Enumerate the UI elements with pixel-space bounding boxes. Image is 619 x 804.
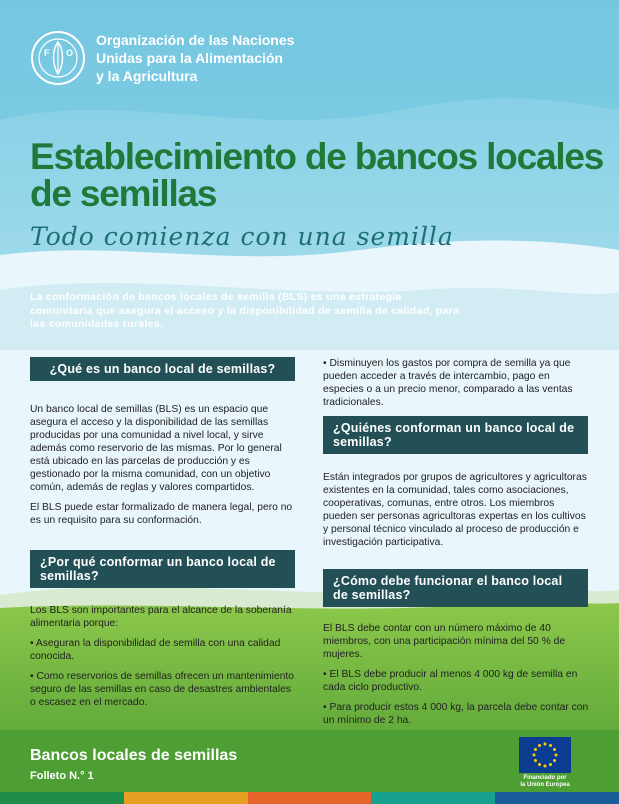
org-header: [30, 30, 294, 86]
eu-star-icon: [553, 759, 556, 762]
page-title-line-2: de semillas: [30, 173, 217, 214]
eu-star-icon: [549, 763, 552, 766]
how-bullet-1: • El BLS debe producir al menos 4 000 kg de semilla en cada ciclo productivo.: [323, 669, 578, 693]
eu-star-icon: [544, 765, 547, 768]
intro-text: La conformación de bancos locales de semilla (BLS) es una estrategia comunitaria que asegura el acceso y la disponibilidad de semilla de calidad, para las comunidades rurales.: [30, 291, 460, 330]
eu-flag-icon: [519, 737, 571, 773]
how-paragraph-1: El BLS debe contar con un número máximo de 40 miembros, con una participación mínima del 50 % de mujeres.: [323, 623, 566, 660]
org-name-line-3: y la Agricultura: [96, 68, 198, 84]
section-body-why-continued: [323, 357, 591, 416]
stripe-3: [248, 792, 372, 804]
page-subtitle: Todo comienza con una semilla: [30, 222, 454, 251]
eu-star-icon: [538, 763, 541, 766]
eu-star-icon: [534, 759, 537, 762]
section-heading-why: ¿Por qué conformar un banco local de semillas?: [30, 550, 295, 588]
section-heading-how: ¿Cómo debe funcionar el banco local de semillas?: [323, 569, 588, 607]
eu-star-icon: [538, 744, 541, 747]
eu-star-icon: [553, 748, 556, 751]
why-bullet-1: • Aseguran la disponibilidad de semilla con una calidad conocida.: [30, 638, 281, 662]
page-title: [30, 138, 603, 212]
stripe-4: [371, 792, 495, 804]
eu-funding-badge: [519, 737, 571, 789]
eu-text-line-2: la Unión Europea: [520, 782, 570, 788]
org-name-line-2: Unidas para la Alimentación: [96, 50, 283, 66]
why-paragraph-1: Los BLS son importantes para el alcance de la soberanía alimentaria porque:: [30, 605, 292, 629]
fao-logo-icon: [30, 30, 86, 86]
page-title-line-1: Establecimiento de bancos locales: [30, 136, 604, 177]
how-bullet-2: • Para producir estos 4 000 kg, la parcela debe contar con un mínimo de 2 ha.: [323, 702, 589, 726]
stripe-2: [124, 792, 248, 804]
org-name-line-1: Organización de las Naciones: [96, 32, 295, 48]
footer-title: Bancos locales de semillas: [30, 747, 238, 764]
eu-star-icon: [544, 743, 547, 746]
eu-star-icon: [533, 754, 536, 757]
eu-star-icon: [549, 744, 552, 747]
eu-star-icon: [555, 754, 558, 757]
color-stripes: [0, 792, 619, 804]
section-body-what: [30, 403, 298, 534]
what-paragraph-1: Un banco local de semillas (BLS) es un espacio que asegura el acceso y la disponibilidad de las semillas producidas por una comunidad a nivel local, y sirve además como reservorio de las mismas. Por lo general está ubicado en las parcelas de producción y es gestionado por la misma comunidad, con un objetivo común, además de reglas y valores compartidos.: [30, 404, 282, 493]
fao-logo-letter-f: F: [44, 48, 50, 58]
stripe-5: [495, 792, 619, 804]
eu-text: [519, 775, 571, 789]
section-body-who: [323, 471, 591, 556]
what-paragraph-2: El BLS puede estar formalizado de manera legal, pero no es un requisito para su conformación.: [30, 502, 293, 526]
fao-logo-letter-o: O: [66, 48, 74, 58]
why-bullet-2: • Como reservorios de semillas ofrecen un mantenimiento seguro de las semillas en caso de desastres ambientales o escasez en el mercado.: [30, 671, 295, 708]
section-body-why: [30, 604, 298, 716]
footer-subtitle: Folleto N.° 1: [30, 770, 94, 782]
why-bullet-3: • Disminuyen los gastos por compra de semilla ya que pueden acceder a través de intercambio, pago en especies o a un precio menor, comparado a las ventas tradicionales.: [323, 358, 573, 408]
eu-text-line-1: Financiado por: [523, 775, 567, 781]
section-heading-who: ¿Quiénes conforman un banco local de semillas?: [323, 416, 588, 454]
eu-star-icon: [534, 748, 537, 751]
section-heading-what: ¿Qué es un banco local de semillas?: [30, 357, 295, 381]
section-body-how: [323, 622, 591, 734]
who-paragraph-1: Están integrados por grupos de agricultores y agricultoras existentes en la comunidad, tales como asociaciones, cooperativas, comunas, entre otros. Los miembros pueden ser personas agricultoras expertas en los cultivos y personal técnico vinculado al proceso de producción e investigación participativa.: [323, 472, 587, 548]
org-name: [96, 31, 294, 85]
stripe-1: [0, 792, 124, 804]
